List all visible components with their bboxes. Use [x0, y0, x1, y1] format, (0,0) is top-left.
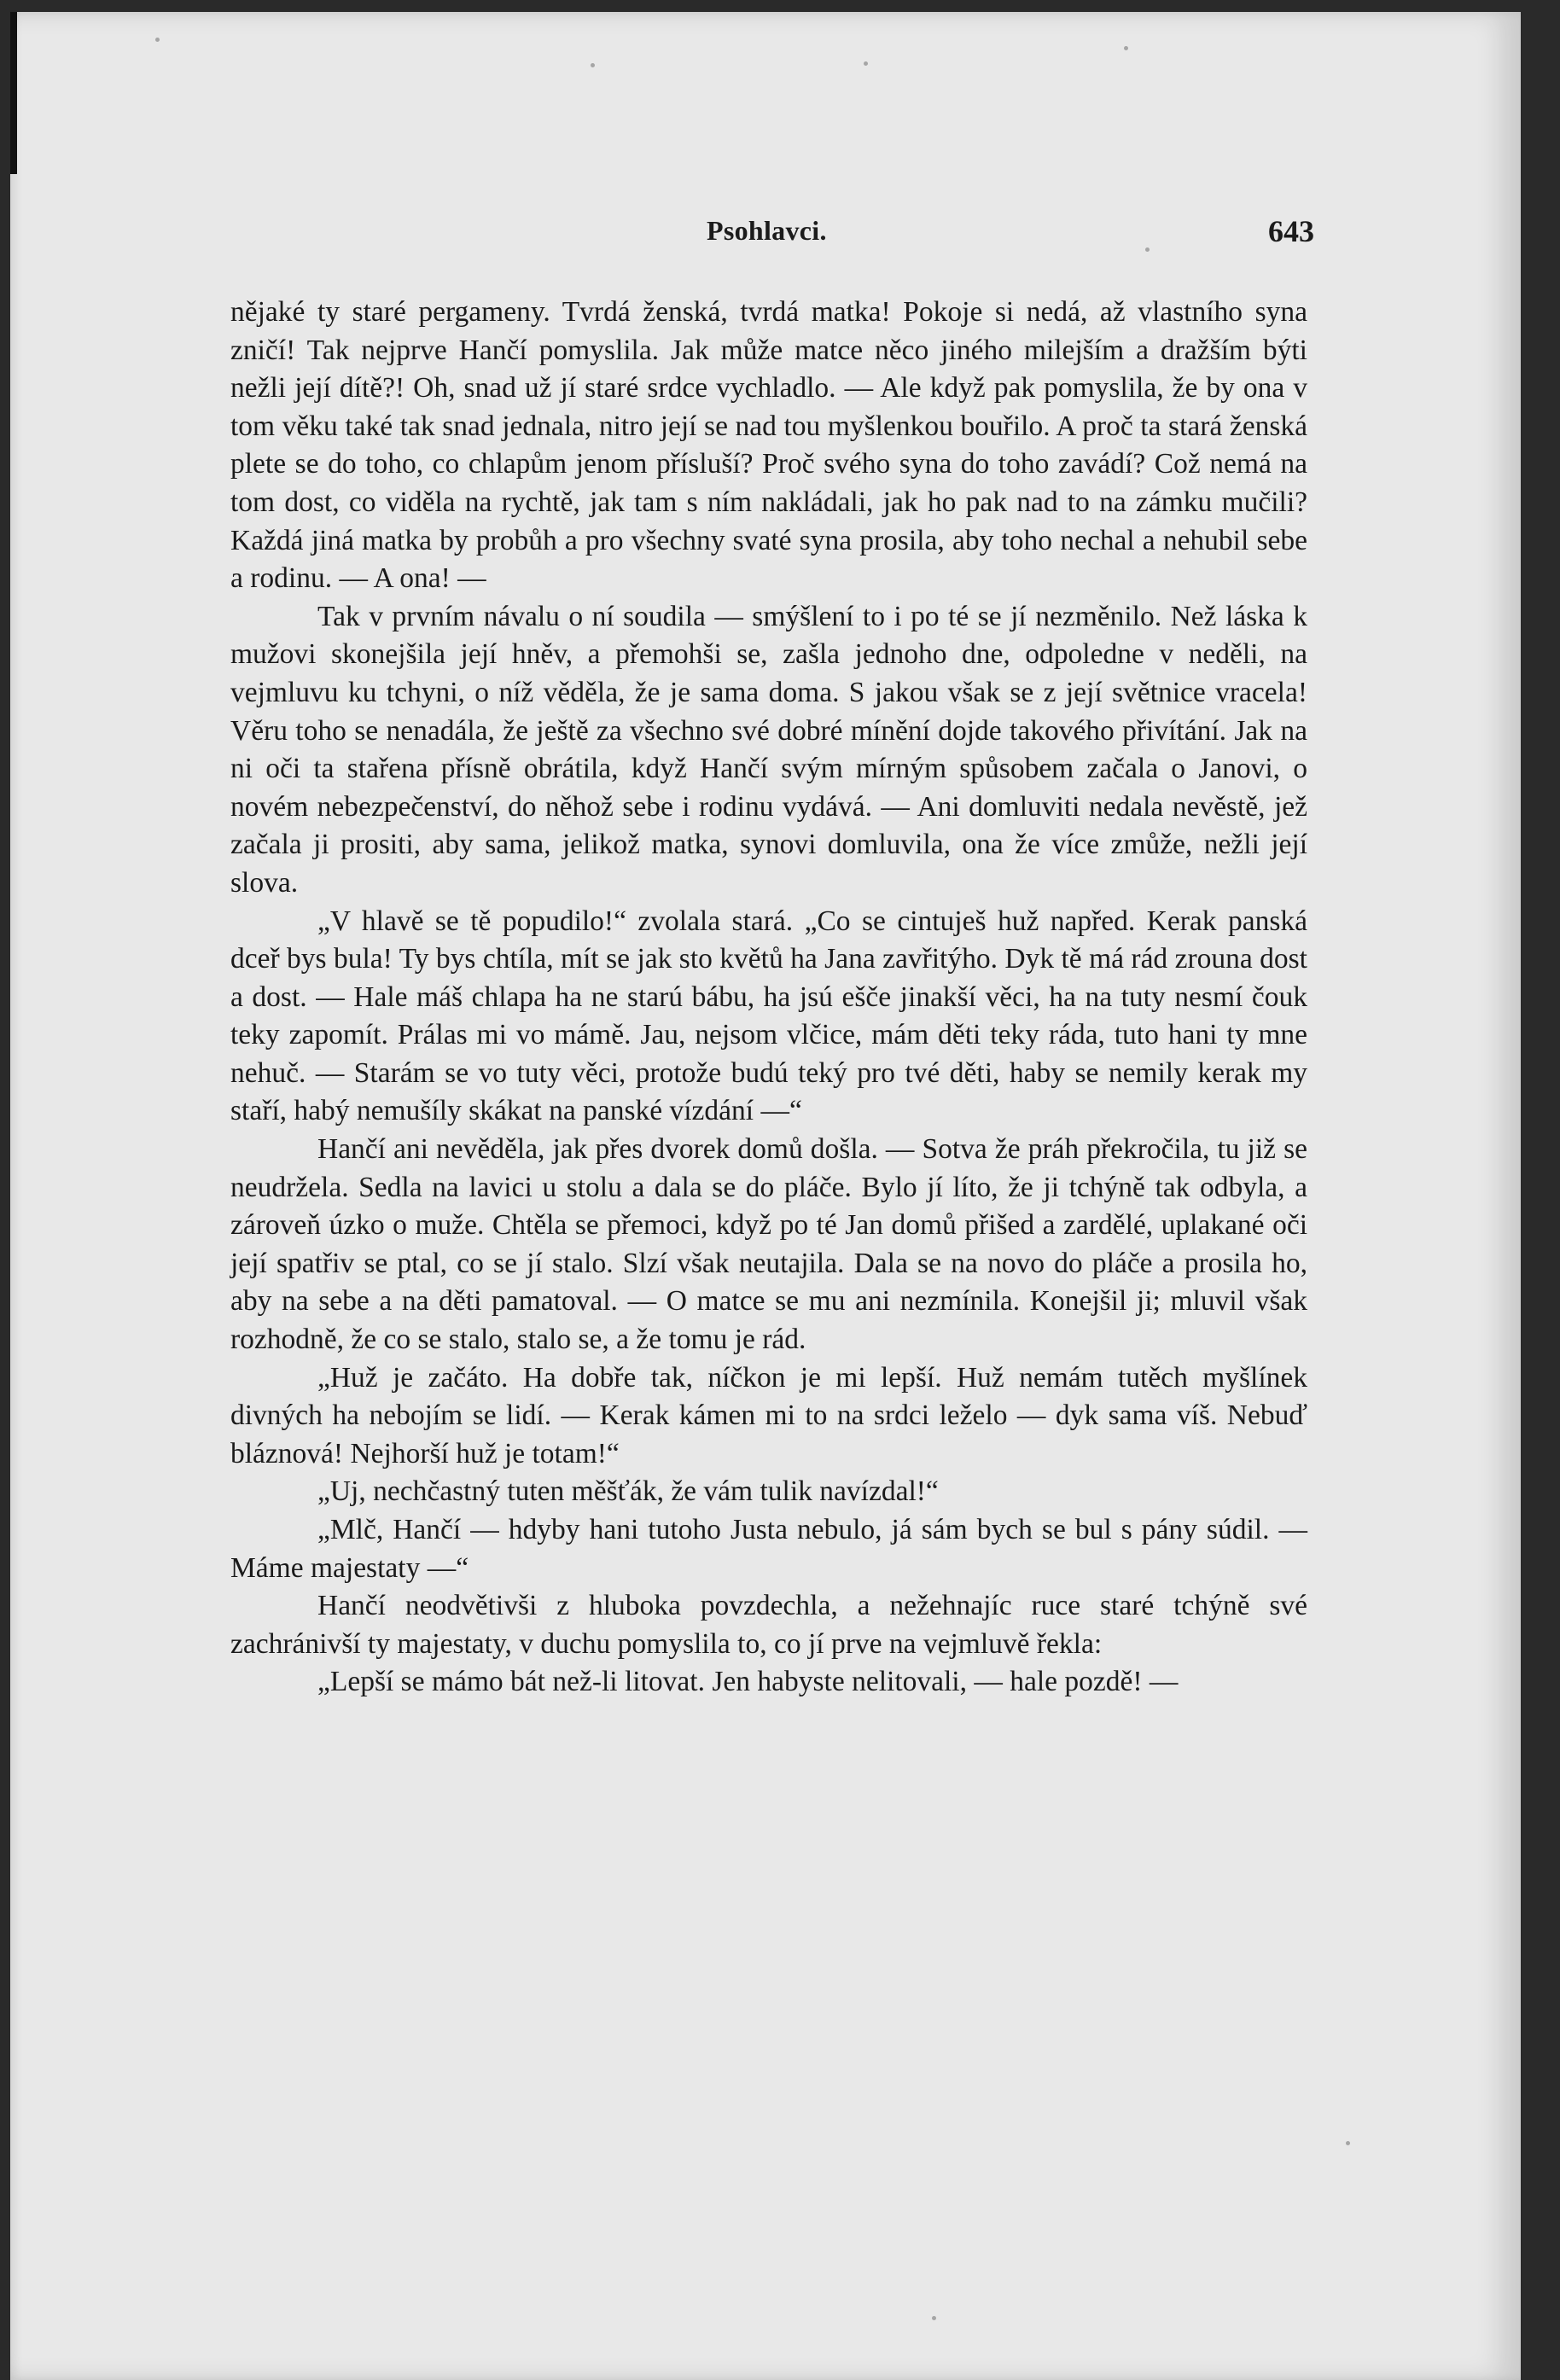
paragraph: nějaké ty staré pergameny. Tvrdá ženská, tvrdá matka! Pokoje si nedá, až vlastního syna zničí! Tak nejprve Hančí pomyslila. Jak může matce něco jiného milejším a dražším býti nežli její dítě?! Oh, snad už jí staré srdce vychladlo. — Ale když pak pomyslila, že by ona v tom věku také tak snad jednala, nitro její se nad tou myšlenkou bouřilo. A proč ta stará ženská plete se do toho, co chlapům jenom přísluší? Proč svého syna do toho zavádí? Což nemá na tom dost, co viděla na rychtě, jak tam s ním nakládali, jak ho pak nad to na zámku mučili? Každá jiná matka by probůh a pro všechny svaté syna prosila, aby toho nechal a nehubil sebe a rodinu. — A ona! —: [230, 296, 1307, 595]
binding-edge: [10, 12, 17, 174]
paragraph: Hančí ani nevěděla, jak přes dvorek domů došla. — Sotva že práh překročila, tu již se neudržela. Sedla na lavici u stolu a dala se do pláče. Bylo jí líto, že ji tchýně tak odbyla, a zároveň úzko o muže. Chtěla se přemoci, když po té Jan domů přišed a zardělé, uplakané oči její spatřiv se ptal, co se jí stalo. Slzí však neutajila. Dala se na novo do pláče a prosila ho, aby na sebe a na děti pamatoval. — O matce se mu ani nezmínila. Konejšil ji; mluvil však rozhodně, že co se stalo, stalo se, a že tomu je rád.: [230, 1133, 1307, 1356]
paragraph: „Huž je začáto. Ha dobře tak, níčkon je mi lepší. Huž nemám tutěch myšlínek divných ha nebojím se lidí. — Kerak kámen mi to na srdci leželo — dyk sama víš. Nebuď bláznová! Nejhorší huž je totam!“: [230, 1361, 1307, 1469]
print-speck: [932, 2316, 936, 2320]
print-speck: [864, 61, 868, 66]
paragraph: Tak v prvním návalu o ní soudila — smýšlení to i po té se jí nezměnilo. Než láska k mužovi skonejšila její hněv, a přemohši se, zašla jednoho dne, odpoledne v neděli, na vejmluvu ku tchyni, o níž věděla, že je sama doma. S jakou však se z její světnice vracela! Věru toho se nenadála, že ještě za všechno své dobré mínění dojde takového přivítání. Jak na ni oči ta stařena přísně obrátila, když Hančí svým mírným spůsobem začala o Janovi, o novém nebezpečenství, do něhož sebe i rodinu vydává. — Ani domluviti nedala nevěstě, jež začala ji prositi, aby sama, jelikož matka, synovi domluvila, ona že více zmůže, nežli její slova.: [230, 600, 1307, 899]
book-page: [10, 12, 1521, 2380]
paragraph: „Mlč, Hančí — hdyby hani tutoho Justa nebulo, já sám bych se bul s pány súdil. — Máme majestaty —“: [230, 1514, 1307, 1584]
print-speck: [155, 38, 160, 42]
paragraph: Hančí neodvětivši z hluboka povzdechla, a nežehnajíc ruce staré tchýně své zachránivší ty majestaty, v duchu pomyslila to, co jí prve na vejmluvě řekla:: [230, 1590, 1307, 1660]
page-header: [230, 213, 1314, 261]
running-title: Psohlavci.: [707, 215, 827, 246]
page-number: 643: [1268, 214, 1314, 248]
paragraph: „V hlavě se tě popudilo!“ zvolala stará. „Co se cintuješ huž napřed. Kerak panská dceř bys bula! Ty bys chtíla, mít se jak sto květů ha Jana zavřitýho. Dyk tě má rád zrouna dost a dost. — Hale máš chlapa ha ne starú bábu, ha jsú ešče jinakší věci, ha na tuty nesmí čouk teky zapomít. Prálas mi vo mámě. Jau, nejsom vlčice, mám děti teky ráda, tuto hani ty mne nehuč. — Starám se vo tuty věci, protože budú teký pro tvé děti, haby se nemily kerak my staří, habý nemušíly skákat na panské vízdání —“: [230, 905, 1307, 1127]
print-speck: [591, 63, 595, 67]
print-speck: [1124, 46, 1128, 50]
paragraph: „Lepší se mámo bát než-li litovat. Jen habyste nelitovali, — hale pozdě! —: [317, 1666, 1179, 1698]
paragraph: „Uj, nechčastný tuten měšťák, že vám tulik navízdal!“: [317, 1475, 939, 1508]
print-speck: [1346, 2141, 1350, 2145]
body-text: [230, 294, 1307, 1702]
